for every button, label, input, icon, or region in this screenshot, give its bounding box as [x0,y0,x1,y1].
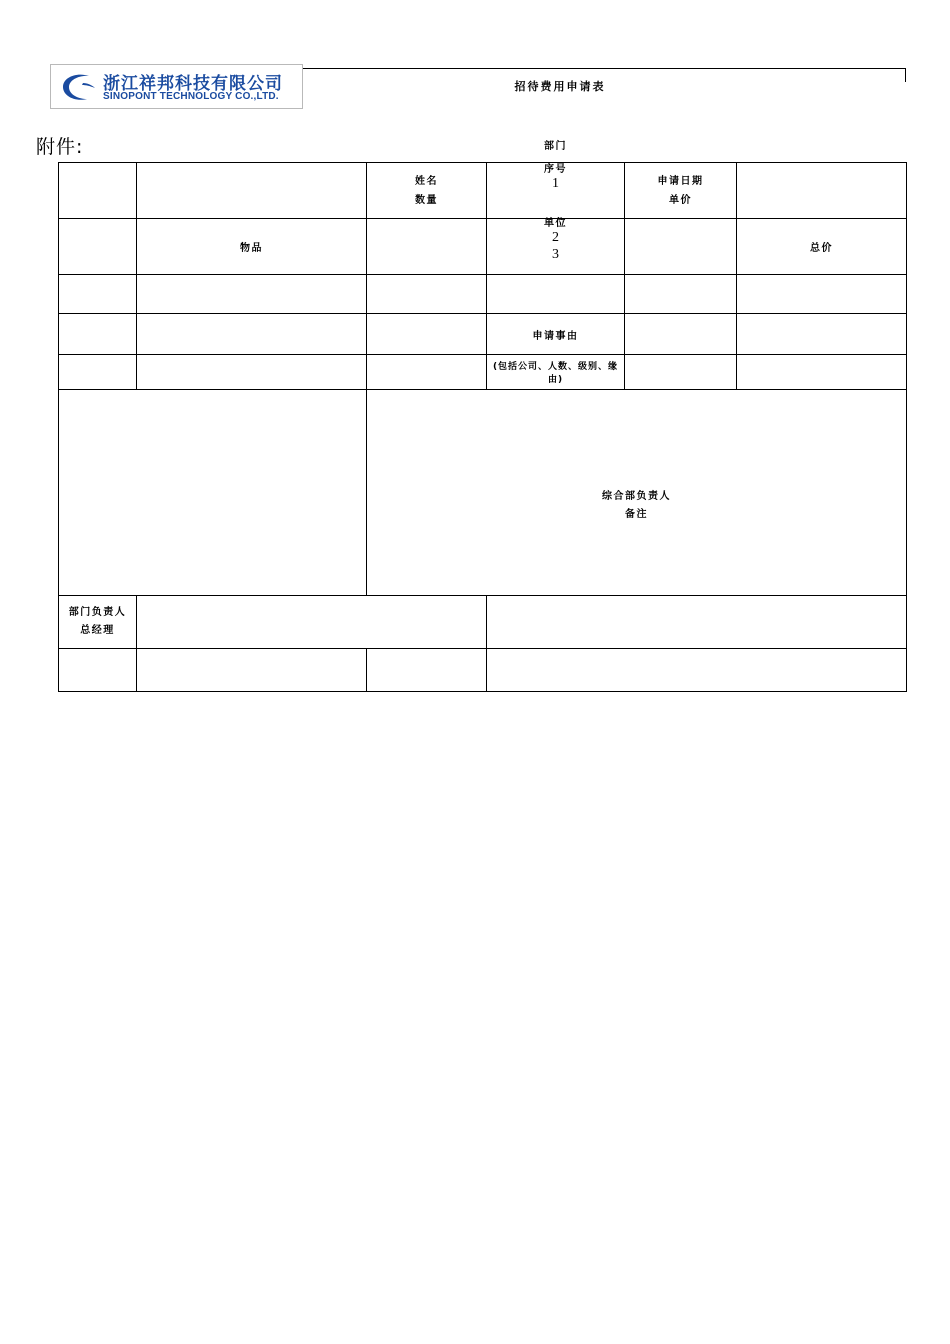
label-unit: 单位 [544,217,567,229]
cell-dept-head-labels [59,596,137,649]
cell-data-17[interactable] [59,649,137,692]
cell-data-11[interactable] [737,314,907,355]
table-row [59,649,907,692]
label-apply-reason: 申请事由 [532,330,579,342]
cell-general-dept-remark[interactable] [367,390,907,596]
table-row [59,275,907,314]
table-row [59,355,907,390]
page-title: 招待费用申请表 [514,80,606,93]
serial-number-3: 3 [552,247,559,262]
cell-data-7[interactable] [59,314,137,355]
table-row [59,163,907,219]
cell-data-5[interactable] [625,275,737,314]
cell-blank-5 [367,219,487,275]
serial-number-2: 2 [552,229,559,245]
cell-name-label [367,163,487,219]
cell-data-9[interactable] [367,314,487,355]
table-row [59,596,907,649]
company-name-en: SINOPONT TECHNOLOGY CO.,LTD. [103,91,279,102]
cell-data-1[interactable] [59,275,137,314]
label-department: 部门 [544,140,567,152]
label-serial-no: 序号 [544,163,567,175]
cell-data-8[interactable] [137,314,367,355]
label-unit-price: 单价 [669,194,692,206]
cell-data-12[interactable] [59,355,137,390]
serial-number-1: 1 [552,175,559,191]
label-apply-date: 申请日期 [657,175,704,187]
cell-apply-date-unitprice [625,163,737,219]
cell-blank-2 [137,163,367,219]
cell-data-20[interactable] [487,649,907,692]
table-row [59,390,907,596]
table-row [59,314,907,355]
cell-blank-1 [59,163,137,219]
swoosh-logo-icon [59,71,97,103]
cell-data-4[interactable] [487,275,625,314]
cell-data-14[interactable] [367,355,487,390]
label-general-manager: 总经理 [80,625,115,636]
table-row [59,219,907,275]
cell-data-6[interactable] [737,275,907,314]
label-dept-head: 部门负责人 [68,607,127,618]
company-name-cn: 浙江祥邦科技有限公司 [103,74,283,94]
cell-data-18[interactable] [137,649,367,692]
cell-signature-1[interactable] [137,596,487,649]
header-right-tick [905,68,906,82]
cell-blank-4 [59,219,137,275]
cell-unit-serials [487,219,625,275]
cell-data-19[interactable] [367,649,487,692]
label-quantity: 数量 [415,194,438,206]
cell-item-label: 物品 [137,219,367,275]
label-general-dept-head: 综合部负责人 [602,490,671,502]
cell-blank-6 [625,219,737,275]
cell-blank-3 [737,163,907,219]
label-name: 姓名 [415,175,438,187]
cell-apply-reason-note: (包括公司、人数、级别、缘由) [487,355,625,390]
cell-data-16[interactable] [737,355,907,390]
cell-data-10[interactable] [625,314,737,355]
attachment-label: 附件: [36,136,84,158]
label-remark: 备注 [625,508,648,520]
cell-department-serial [487,140,625,219]
cell-signature-2[interactable] [487,596,907,649]
cell-data-2[interactable] [137,275,367,314]
company-logo-block [50,64,303,109]
cell-data-13[interactable] [137,355,367,390]
cell-apply-reason-label [487,314,625,355]
expense-application-table [58,140,907,692]
cell-data-3[interactable] [367,275,487,314]
cell-data-15[interactable] [625,355,737,390]
cell-total-price-label: 总价 [737,219,907,275]
cell-reason-input-area[interactable] [59,390,367,596]
